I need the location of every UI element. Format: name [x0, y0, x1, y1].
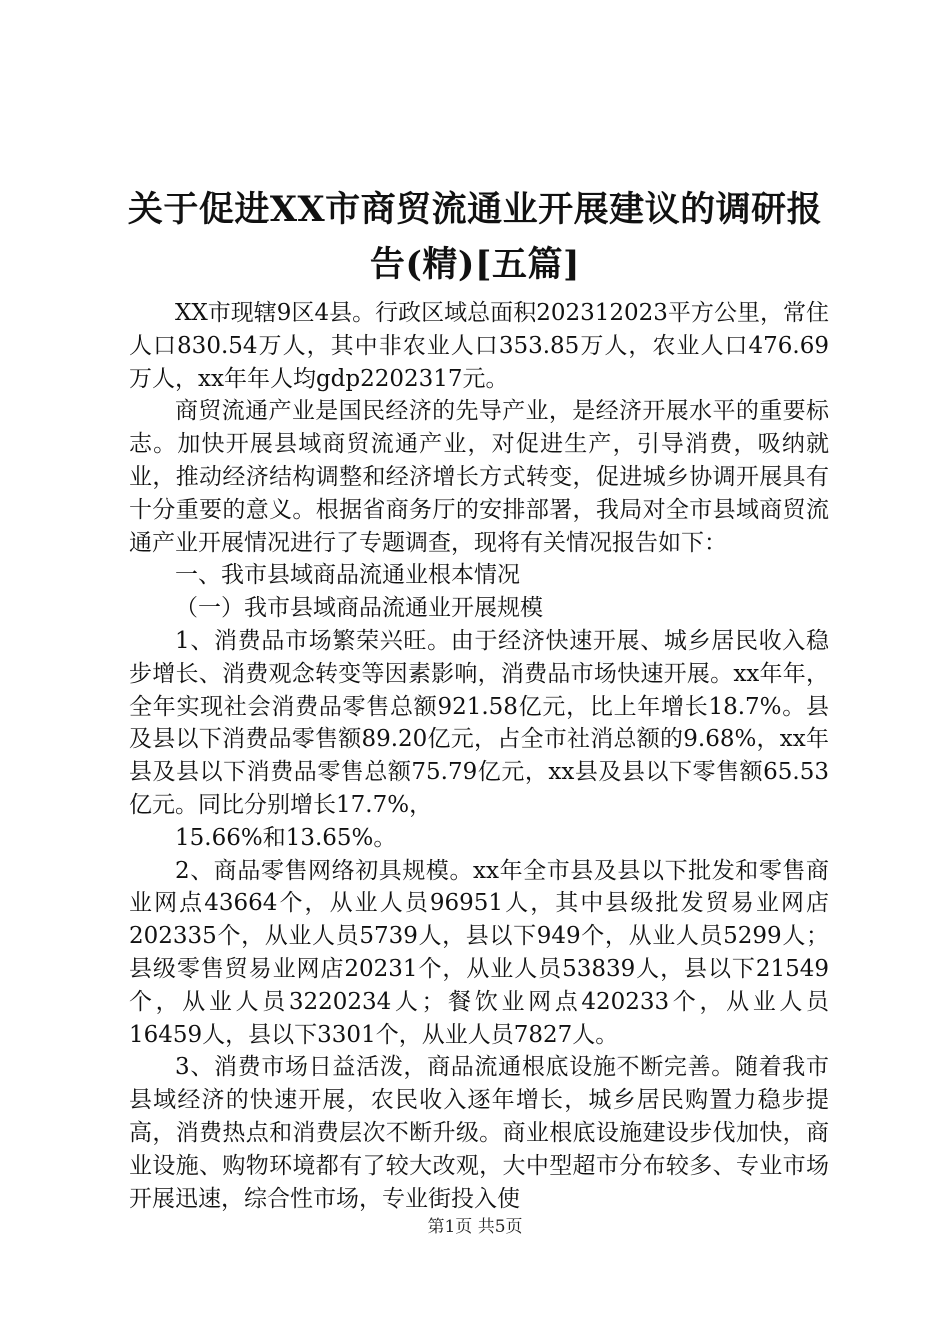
document-title-line-1: 关于促进XX市商贸流通业开展建议的调研报: [127, 189, 823, 230]
paragraph-overview: 商贸流通产业是国民经济的先导产业，是经济开展水平的重要标志。加快开展县域商贸流通产业，对促进生产，引导消费，吸纳就业，推动经济结构调整和经济增长方式转变，促进城乡协调开展具有十分重要的意义。根据省商务厅的安排部署，我局对全市县域商贸流通产业开展情况进行了专题调查，现将有关情况报告如下：: [129, 398, 829, 556]
subsection-heading-1: （一）我市县域商品流通业开展规模: [175, 595, 543, 622]
page-number-footer: 第1页 共5页: [427, 1217, 523, 1237]
paragraph-consumer-market: 1、消费品市场繁荣兴旺。由于经济快速开展、城乡居民收入稳步增长、消费观念转变等因素影响，消费品市场快速开展。xx年年，全年实现社会消费品零售总额921.58亿元，比上年增长18.7%。县及县以下消费品零售额89.20亿元，占全市社消总额的9.68%，xx年县及县以下消费品零售总额75.79亿元，xx县及县以下零售额65.53亿元。同比分别增长17.7%，: [129, 627, 829, 818]
document-title-line-2: 告(精)[五篇]: [369, 244, 581, 285]
paragraph-infrastructure: 3、消费市场日益活泼，商品流通根底设施不断完善。随着我市县域经济的快速开展，农民收入逐年增长，城乡居民购置力稳步提高，消费热点和消费层次不断升级。商业根底设施建设步伐加快，商业设施、购物环境都有了较大改观，大中型超市分布较多、专业市场开展迅速，综合性市场，专业街投入使: [129, 1054, 829, 1212]
paragraph-intro: XX市现辖9区4县。行政区域总面积202312023平方公里，常住人口830.54万人，其中非农业人口353.85万人，农业人口476.69万人，xx年年人均gdp2202317元。: [129, 300, 829, 392]
document-body: [129, 297, 829, 1215]
paragraph-retail-network: 2、商品零售网络初具规模。xx年全市县及县以下批发和零售商业网点43664个，从业人员96951人，其中县级批发贸易业网店202335个，从业人员5739人，县以下949个，从业人员5299人；县级零售贸易业网店20231个，从业人员53839人，县以下21549个，从业人员3220234人；餐饮业网点420233个，从业人员16459人，县以下3301个，从业人员7827人。: [129, 857, 829, 1048]
section-heading-1: 一、我市县域商品流通业根本情况: [175, 562, 520, 589]
paragraph-growth-rates: 15.66%和13.65%。: [175, 824, 397, 851]
